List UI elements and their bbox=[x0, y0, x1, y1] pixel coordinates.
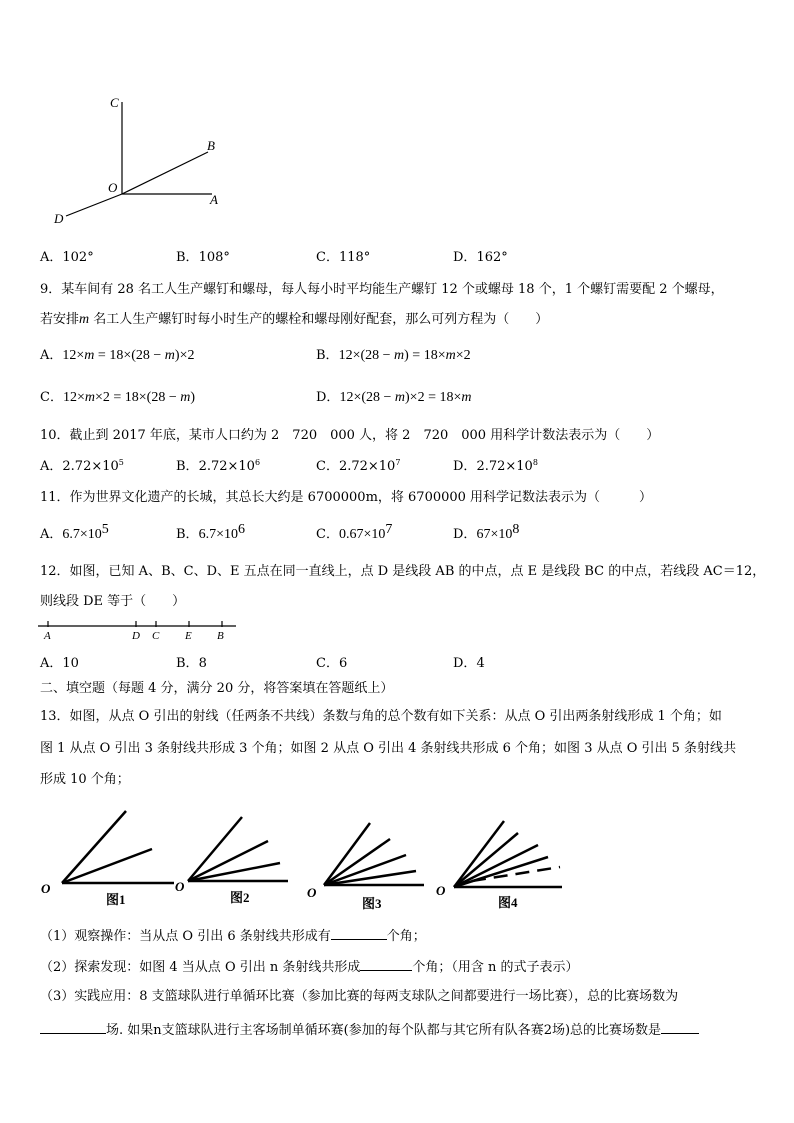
label-O: O bbox=[108, 180, 118, 195]
fig3-origin-label: O bbox=[307, 885, 317, 900]
fig1-caption: 图1 bbox=[106, 892, 126, 907]
q8-option-a[interactable]: A．102° bbox=[40, 250, 94, 265]
q12-line1: 12．如图，已知 A、B、C、D、E 五点在同一直线上，点 D 是线段 AB 的中点，点 E 是线段 BC 的中点，若线段 AC＝12， bbox=[40, 564, 766, 579]
q12-option-c[interactable]: C．6 bbox=[316, 656, 348, 671]
q10-option-a[interactable]: A．$2.72\times 10^5$ bbox=[40, 458, 124, 474]
fig3-caption: 图3 bbox=[362, 896, 382, 911]
q13-sub3-blank1[interactable] bbox=[40, 1021, 106, 1034]
label-B: B bbox=[207, 138, 215, 153]
q10-option-d[interactable]: D．$2.72\times 10^8$ bbox=[453, 458, 538, 474]
q12-line-figure bbox=[36, 619, 240, 643]
point-B: B bbox=[217, 630, 224, 642]
fig2-origin-label: O bbox=[175, 879, 185, 894]
label-D: D bbox=[54, 211, 64, 226]
label-C: C bbox=[110, 95, 119, 110]
ray-figure-1 bbox=[40, 805, 180, 913]
q12-option-d[interactable]: D．4 bbox=[453, 656, 485, 671]
q13-sub1-blank[interactable] bbox=[331, 927, 387, 940]
q8-option-c[interactable]: C．118° bbox=[316, 250, 371, 265]
q12-option-a[interactable]: A．10 bbox=[40, 656, 79, 671]
q12-option-b[interactable]: B．8 bbox=[176, 656, 207, 671]
point-D: D bbox=[132, 630, 140, 642]
label-A: A bbox=[210, 192, 218, 207]
q10-option-c[interactable]: C．$2.72\times 10^7$ bbox=[316, 458, 401, 474]
point-E: E bbox=[185, 630, 192, 642]
q13-sub1: （1）观察操作：当从点 O 引出 6 条射线共形成有 个角； bbox=[40, 929, 426, 944]
q13-line2: 图 1 从点 O 引出 3 条射线共形成 3 个角；如图 2 从点 O 引出 4 条射线共形成 6 个角；如图 3 从点 O 引出 5 条射线共 bbox=[40, 741, 737, 756]
q8-option-b[interactable]: B．108° bbox=[176, 250, 230, 265]
ray-figure-2 bbox=[174, 805, 294, 913]
q13-sub3-line1: （3）实践应用：8 支篮球队进行单循环比赛（参加比赛的每两支球队之间都要进行一场比赛），总的比赛场数为 bbox=[40, 989, 679, 1004]
fig1-origin-label: O bbox=[41, 881, 51, 896]
q8-option-d[interactable]: D．162° bbox=[453, 250, 508, 265]
q9-option-a[interactable]: A．12×m = 18×(28 − m)×2 bbox=[40, 348, 195, 363]
q13-line1: 13．如图，从点 O 引出的射线（任两条不共线）条数与角的总个数有如下关系：从点 O 引出两条射线形成 1 个角；如 bbox=[40, 709, 722, 724]
q13-line3: 形成 10 个角； bbox=[40, 772, 130, 787]
q13-sub2: （2）探索发现：如图 4 当从点 O 引出 n 条射线共形成 个角；（用含 n 的式子表示） bbox=[40, 960, 579, 975]
q13-sub2-blank[interactable] bbox=[360, 958, 412, 971]
q11-text: 11．作为世界文化遗产的长城，其总长大约是 6700000m，将 6700000 用科学记数法表示为（ ） bbox=[40, 490, 653, 505]
point-C: C bbox=[152, 630, 160, 642]
q9-line2: 若安排m 名工人生产螺钉时每小时生产的螺栓和螺母刚好配套，那么可列方程为（ ） bbox=[40, 312, 549, 327]
q9-line1: 9．某车间有 28 名工人生产螺钉和螺母，每人每小时平均能生产螺钉 12 个或螺母 18 个，1 个螺钉需要配 2 个螺母， bbox=[40, 282, 724, 297]
section-heading: 二、填空题（每题 4 分，满分 20 分，将答案填在答题纸上） bbox=[40, 681, 394, 696]
q10-option-b[interactable]: B．$2.72\times 10^6$ bbox=[176, 458, 261, 474]
q12-line2: 则线段 DE 等于（ ） bbox=[40, 594, 186, 609]
q9-option-c[interactable]: C．12×m×2 = 18×(28 − m) bbox=[40, 390, 196, 405]
q10-text: 10．截止到 2017 年底，某市人口约为 2 720 000 人，将 2 720 000 用科学计数法表示为（ ） bbox=[40, 428, 660, 443]
q11-option-c[interactable]: C．$0.67\times 10^7$ bbox=[316, 522, 393, 542]
fig4-origin-label: O bbox=[436, 883, 446, 898]
point-A: A bbox=[44, 630, 51, 642]
fig4-caption: 图4 bbox=[498, 895, 518, 910]
ray-figure-3 bbox=[306, 815, 430, 915]
q11-option-d[interactable]: D．$67\times 10^8$ bbox=[453, 522, 520, 542]
q13-sub3-line2: 场. 如果n支篮球队进行主客场制单循环赛(参加的每个队都与其它所有队各赛2场)总的比赛场数是 bbox=[40, 1021, 699, 1039]
q9-option-d[interactable]: D．12×(28 − m)×2 = 18×m bbox=[316, 390, 472, 405]
ray-figure-4 bbox=[434, 815, 566, 915]
q13-sub3-blank2[interactable] bbox=[661, 1021, 699, 1034]
q11-option-b[interactable]: B．$6.7\times 10^6$ bbox=[176, 522, 245, 542]
fig2-caption: 图2 bbox=[230, 890, 250, 905]
q9-option-b[interactable]: B．12×(28 − m) = 18×m×2 bbox=[316, 348, 471, 363]
angle-figure bbox=[48, 92, 228, 228]
q11-option-a[interactable]: A．$6.7\times 10^5$ bbox=[40, 522, 109, 542]
